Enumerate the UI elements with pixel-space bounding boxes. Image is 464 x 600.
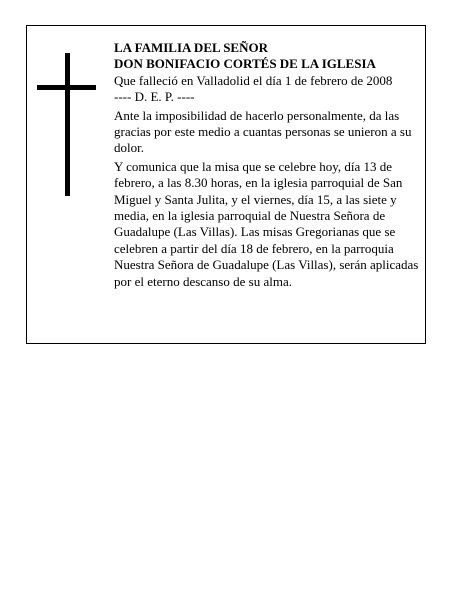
masses-paragraph: Y comunica que la misa que se celebre hoy, día 13 de febrero, a las 8.30 horas, en la iglesia parroquial de San Miguel y Santa Julita, y el viernes, día 15, a las siete y media, en la iglesia parroquial de Nuestra Señora de Guadalupe (Las Villas). Las misas Gregorianas que se celebren a partir del día 18 de febrero, en la parroquia Nuestra Señora de Guadalupe (Las Villas), serán aplicadas por el eterno descanso de su alma. xyxy=(114,158,419,289)
notice-heading-deceased: DON BONIFACIO CORTÉS DE LA IGLESIA xyxy=(114,56,376,72)
notice-text xyxy=(114,40,419,290)
cross-icon xyxy=(37,53,97,198)
rip-line: ---- D. E. P. ---- xyxy=(114,89,195,105)
notice-heading-family: LA FAMILIA DEL SEÑOR xyxy=(114,40,268,55)
cross-vertical-bar xyxy=(65,53,70,196)
thanks-paragraph: Ante la imposibilidad de hacerlo personalmente, da las gracias por este medio a cuantas personas se unieron a su dolor. xyxy=(114,107,412,156)
cross-horizontal-bar xyxy=(37,85,96,90)
death-date-line: Que falleció en Valladolid el día 1 de febrero de 2008 xyxy=(114,72,393,88)
obituary-notice xyxy=(26,25,426,344)
